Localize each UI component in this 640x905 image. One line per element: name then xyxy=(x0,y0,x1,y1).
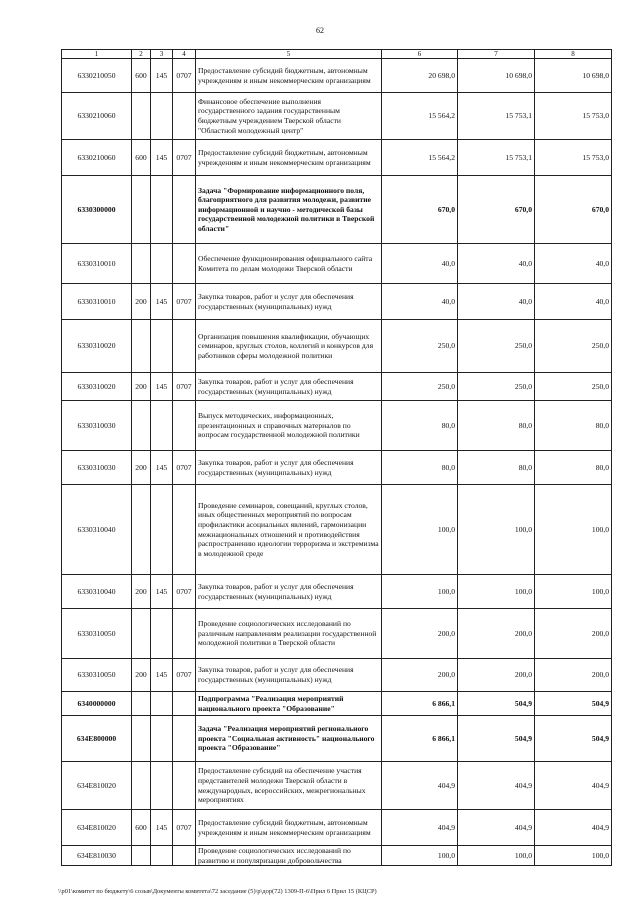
amount-year-1: 670,0 xyxy=(382,176,458,244)
administrator-code xyxy=(151,176,173,244)
expense-type-code: 200 xyxy=(132,284,151,320)
table-row xyxy=(62,485,612,575)
administrator-code xyxy=(151,401,173,451)
expense-type-code xyxy=(132,762,151,810)
target-article-code: 6330310050 xyxy=(62,659,132,692)
administrator-code: 145 xyxy=(151,451,173,485)
section-code: 0707 xyxy=(173,59,196,93)
target-article-code: 6330310050 xyxy=(62,609,132,659)
amount-year-1: 20 698,0 xyxy=(382,59,458,93)
amount-year-3: 80,0 xyxy=(535,451,612,485)
target-article-code: 634E800000 xyxy=(62,716,132,762)
item-description: Закупка товаров, работ и услуг для обеспечения государственных (муниципальных) нужд xyxy=(196,659,382,692)
expense-type-code: 600 xyxy=(132,59,151,93)
amount-year-2: 15 753,1 xyxy=(458,140,535,176)
column-number: 4 xyxy=(173,50,196,59)
amount-year-1: 15 564,2 xyxy=(382,93,458,140)
amount-year-1: 404,9 xyxy=(382,762,458,810)
amount-year-3: 100,0 xyxy=(535,846,612,866)
section-code xyxy=(173,846,196,866)
table-row xyxy=(62,659,612,692)
column-number: 8 xyxy=(535,50,612,59)
expense-type-code xyxy=(132,692,151,716)
table-row xyxy=(62,762,612,810)
item-description: Организация повышения квалификации, обучающих семинаров, круглых столов, коллегий и конкурсов для работников сферы молодежной политики xyxy=(196,320,382,373)
item-description: Предоставление субсидий бюджетным, автономным учреждениям и иным некоммерческим организациям xyxy=(196,59,382,93)
amount-year-3: 404,9 xyxy=(535,762,612,810)
amount-year-3: 670,0 xyxy=(535,176,612,244)
amount-year-3: 504,9 xyxy=(535,716,612,762)
amount-year-2: 40,0 xyxy=(458,244,535,284)
target-article-code: 6330300000 xyxy=(62,176,132,244)
amount-year-1: 404,9 xyxy=(382,810,458,846)
amount-year-3: 200,0 xyxy=(535,609,612,659)
item-description: Закупка товаров, работ и услуг для обеспечения государственных (муниципальных) нужд xyxy=(196,284,382,320)
amount-year-3: 250,0 xyxy=(535,320,612,373)
amount-year-2: 100,0 xyxy=(458,575,535,609)
budget-table xyxy=(61,49,612,866)
amount-year-1: 100,0 xyxy=(382,485,458,575)
expense-type-code: 600 xyxy=(132,140,151,176)
table-row xyxy=(62,140,612,176)
administrator-code: 145 xyxy=(151,373,173,401)
amount-year-3: 40,0 xyxy=(535,284,612,320)
amount-year-1: 15 564,2 xyxy=(382,140,458,176)
target-article-code: 6330310040 xyxy=(62,575,132,609)
target-article-code: 6330210050 xyxy=(62,59,132,93)
target-article-code: 634E810030 xyxy=(62,846,132,866)
administrator-code xyxy=(151,93,173,140)
section-code: 0707 xyxy=(173,810,196,846)
item-description: Предоставление субсидий бюджетным, автономным учреждениям и иным некоммерческим организациям xyxy=(196,810,382,846)
administrator-code: 145 xyxy=(151,575,173,609)
amount-year-2: 250,0 xyxy=(458,373,535,401)
amount-year-1: 200,0 xyxy=(382,659,458,692)
amount-year-2: 80,0 xyxy=(458,401,535,451)
administrator-code xyxy=(151,692,173,716)
table-row xyxy=(62,692,612,716)
section-code xyxy=(173,176,196,244)
item-description: Финансовое обеспечение выполнения государственного задания государственным бюджетным учреждением Тверской области "Областной молодежный центр" xyxy=(196,93,382,140)
section-code xyxy=(173,716,196,762)
expense-type-code xyxy=(132,93,151,140)
amount-year-2: 10 698,0 xyxy=(458,59,535,93)
column-number: 7 xyxy=(458,50,535,59)
administrator-code: 145 xyxy=(151,59,173,93)
section-code xyxy=(173,609,196,659)
expense-type-code xyxy=(132,320,151,373)
amount-year-2: 40,0 xyxy=(458,284,535,320)
target-article-code: 634E810020 xyxy=(62,762,132,810)
amount-year-2: 200,0 xyxy=(458,659,535,692)
target-article-code: 6330310010 xyxy=(62,244,132,284)
column-number: 2 xyxy=(132,50,151,59)
table-row xyxy=(62,373,612,401)
expense-type-code: 600 xyxy=(132,810,151,846)
amount-year-1: 250,0 xyxy=(382,320,458,373)
expense-type-code xyxy=(132,846,151,866)
section-code xyxy=(173,762,196,810)
amount-year-3: 100,0 xyxy=(535,485,612,575)
item-description: Закупка товаров, работ и услуг для обеспечения государственных (муниципальных) нужд xyxy=(196,451,382,485)
item-description: Закупка товаров, работ и услуг для обеспечения государственных (муниципальных) нужд xyxy=(196,373,382,401)
page-number: 62 xyxy=(316,26,324,35)
item-description: Задача "Реализация мероприятий регионального проекта "Социальная активность" национального проекта "Образование" xyxy=(196,716,382,762)
amount-year-3: 40,0 xyxy=(535,244,612,284)
target-article-code: 634E810020 xyxy=(62,810,132,846)
table-row xyxy=(62,320,612,373)
table-row xyxy=(62,176,612,244)
table-row xyxy=(62,93,612,140)
item-description: Предоставление субсидий бюджетным, автономным учреждениям и иным некоммерческим организациям xyxy=(196,140,382,176)
section-code: 0707 xyxy=(173,284,196,320)
administrator-code xyxy=(151,244,173,284)
table-row xyxy=(62,575,612,609)
expense-type-code: 200 xyxy=(132,575,151,609)
column-number: 1 xyxy=(62,50,132,59)
column-number: 6 xyxy=(382,50,458,59)
expense-type-code xyxy=(132,609,151,659)
target-article-code: 6330310030 xyxy=(62,451,132,485)
section-code xyxy=(173,485,196,575)
amount-year-3: 15 753,0 xyxy=(535,140,612,176)
expense-type-code xyxy=(132,176,151,244)
amount-year-1: 40,0 xyxy=(382,244,458,284)
administrator-code: 145 xyxy=(151,140,173,176)
table-row xyxy=(62,244,612,284)
section-code: 0707 xyxy=(173,140,196,176)
section-code: 0707 xyxy=(173,451,196,485)
amount-year-2: 200,0 xyxy=(458,609,535,659)
section-code: 0707 xyxy=(173,659,196,692)
section-code: 0707 xyxy=(173,373,196,401)
amount-year-1: 100,0 xyxy=(382,846,458,866)
amount-year-3: 10 698,0 xyxy=(535,59,612,93)
amount-year-1: 80,0 xyxy=(382,401,458,451)
amount-year-2: 504,9 xyxy=(458,716,535,762)
table-row xyxy=(62,846,612,866)
amount-year-2: 404,9 xyxy=(458,762,535,810)
amount-year-2: 404,9 xyxy=(458,810,535,846)
item-description: Проведение социологических исследований по развитию и популяризации добровольчества xyxy=(196,846,382,866)
table-row xyxy=(62,59,612,93)
target-article-code: 6330310020 xyxy=(62,373,132,401)
table-header-row xyxy=(62,50,612,59)
amount-year-3: 250,0 xyxy=(535,373,612,401)
amount-year-2: 15 753,1 xyxy=(458,93,535,140)
expense-type-code xyxy=(132,716,151,762)
amount-year-1: 200,0 xyxy=(382,609,458,659)
administrator-code: 145 xyxy=(151,810,173,846)
item-description: Проведение социологических исследований по различным направлениям реализации государственной молодежной политики в Тверской области xyxy=(196,609,382,659)
expense-type-code: 200 xyxy=(132,373,151,401)
administrator-code xyxy=(151,762,173,810)
table-row xyxy=(62,451,612,485)
administrator-code: 145 xyxy=(151,284,173,320)
column-number: 3 xyxy=(151,50,173,59)
item-description: Выпуск методических, информационных, презентационных и справочных материалов по вопросам государственной молодежной политики xyxy=(196,401,382,451)
target-article-code: 6330210060 xyxy=(62,140,132,176)
item-description: Закупка товаров, работ и услуг для обеспечения государственных (муниципальных) нужд xyxy=(196,575,382,609)
item-description: Подпрограмма "Реализация мероприятий национального проекта "Образование" xyxy=(196,692,382,716)
amount-year-1: 100,0 xyxy=(382,575,458,609)
amount-year-1: 6 866,1 xyxy=(382,716,458,762)
amount-year-1: 6 866,1 xyxy=(382,692,458,716)
section-code: 0707 xyxy=(173,575,196,609)
expense-type-code xyxy=(132,401,151,451)
target-article-code: 6330310030 xyxy=(62,401,132,451)
amount-year-1: 80,0 xyxy=(382,451,458,485)
item-description: Задача "Формирование информационного поля, благоприятного для развития молодежи, развитие информационной и научно - методической базы государственной молодежной политики в Тверской области" xyxy=(196,176,382,244)
target-article-code: 6330310010 xyxy=(62,284,132,320)
amount-year-2: 80,0 xyxy=(458,451,535,485)
administrator-code xyxy=(151,485,173,575)
section-code xyxy=(173,401,196,451)
amount-year-3: 15 753,0 xyxy=(535,93,612,140)
section-code xyxy=(173,244,196,284)
amount-year-2: 504,9 xyxy=(458,692,535,716)
administrator-code: 145 xyxy=(151,659,173,692)
amount-year-2: 670,0 xyxy=(458,176,535,244)
administrator-code xyxy=(151,320,173,373)
amount-year-2: 100,0 xyxy=(458,846,535,866)
section-code xyxy=(173,320,196,373)
amount-year-3: 80,0 xyxy=(535,401,612,451)
target-article-code: 6330210060 xyxy=(62,93,132,140)
table-row xyxy=(62,284,612,320)
amount-year-3: 200,0 xyxy=(535,659,612,692)
amount-year-2: 100,0 xyxy=(458,485,535,575)
amount-year-3: 504,9 xyxy=(535,692,612,716)
target-article-code: 6330310040 xyxy=(62,485,132,575)
expense-type-code: 200 xyxy=(132,451,151,485)
file-path-footer: \\p01\комитет по бюджету\6 созыв\Документы комитета\72 заседание (5)\р\дор(72) 1309-П-6\Прил 6 Прил 15 (КЦСР) xyxy=(58,888,377,895)
table-row xyxy=(62,401,612,451)
amount-year-1: 40,0 xyxy=(382,284,458,320)
item-description: Проведение семинаров, совещаний, круглых столов, иных общественных мероприятий по вопросам профилактики асоциальных явлений, гармонизации межнациональных отношений и противодействия распространению идеологии терроризма и экстремизма в молодежной среде xyxy=(196,485,382,575)
amount-year-1: 250,0 xyxy=(382,373,458,401)
section-code xyxy=(173,692,196,716)
expense-type-code: 200 xyxy=(132,659,151,692)
table-row xyxy=(62,810,612,846)
amount-year-2: 250,0 xyxy=(458,320,535,373)
administrator-code xyxy=(151,846,173,866)
expense-type-code xyxy=(132,485,151,575)
target-article-code: 6340000000 xyxy=(62,692,132,716)
column-number: 5 xyxy=(196,50,382,59)
target-article-code: 6330310020 xyxy=(62,320,132,373)
administrator-code xyxy=(151,609,173,659)
item-description: Обеспечение функционирования официального сайта Комитета по делам молодежи Тверской области xyxy=(196,244,382,284)
section-code xyxy=(173,93,196,140)
table-row xyxy=(62,609,612,659)
administrator-code xyxy=(151,716,173,762)
item-description: Предоставление субсидий на обеспечение участия представителей молодежи Тверской области в международных, всероссийских, межрегиональных мероприятиях xyxy=(196,762,382,810)
expense-type-code xyxy=(132,244,151,284)
amount-year-3: 100,0 xyxy=(535,575,612,609)
amount-year-3: 404,9 xyxy=(535,810,612,846)
table-row xyxy=(62,716,612,762)
